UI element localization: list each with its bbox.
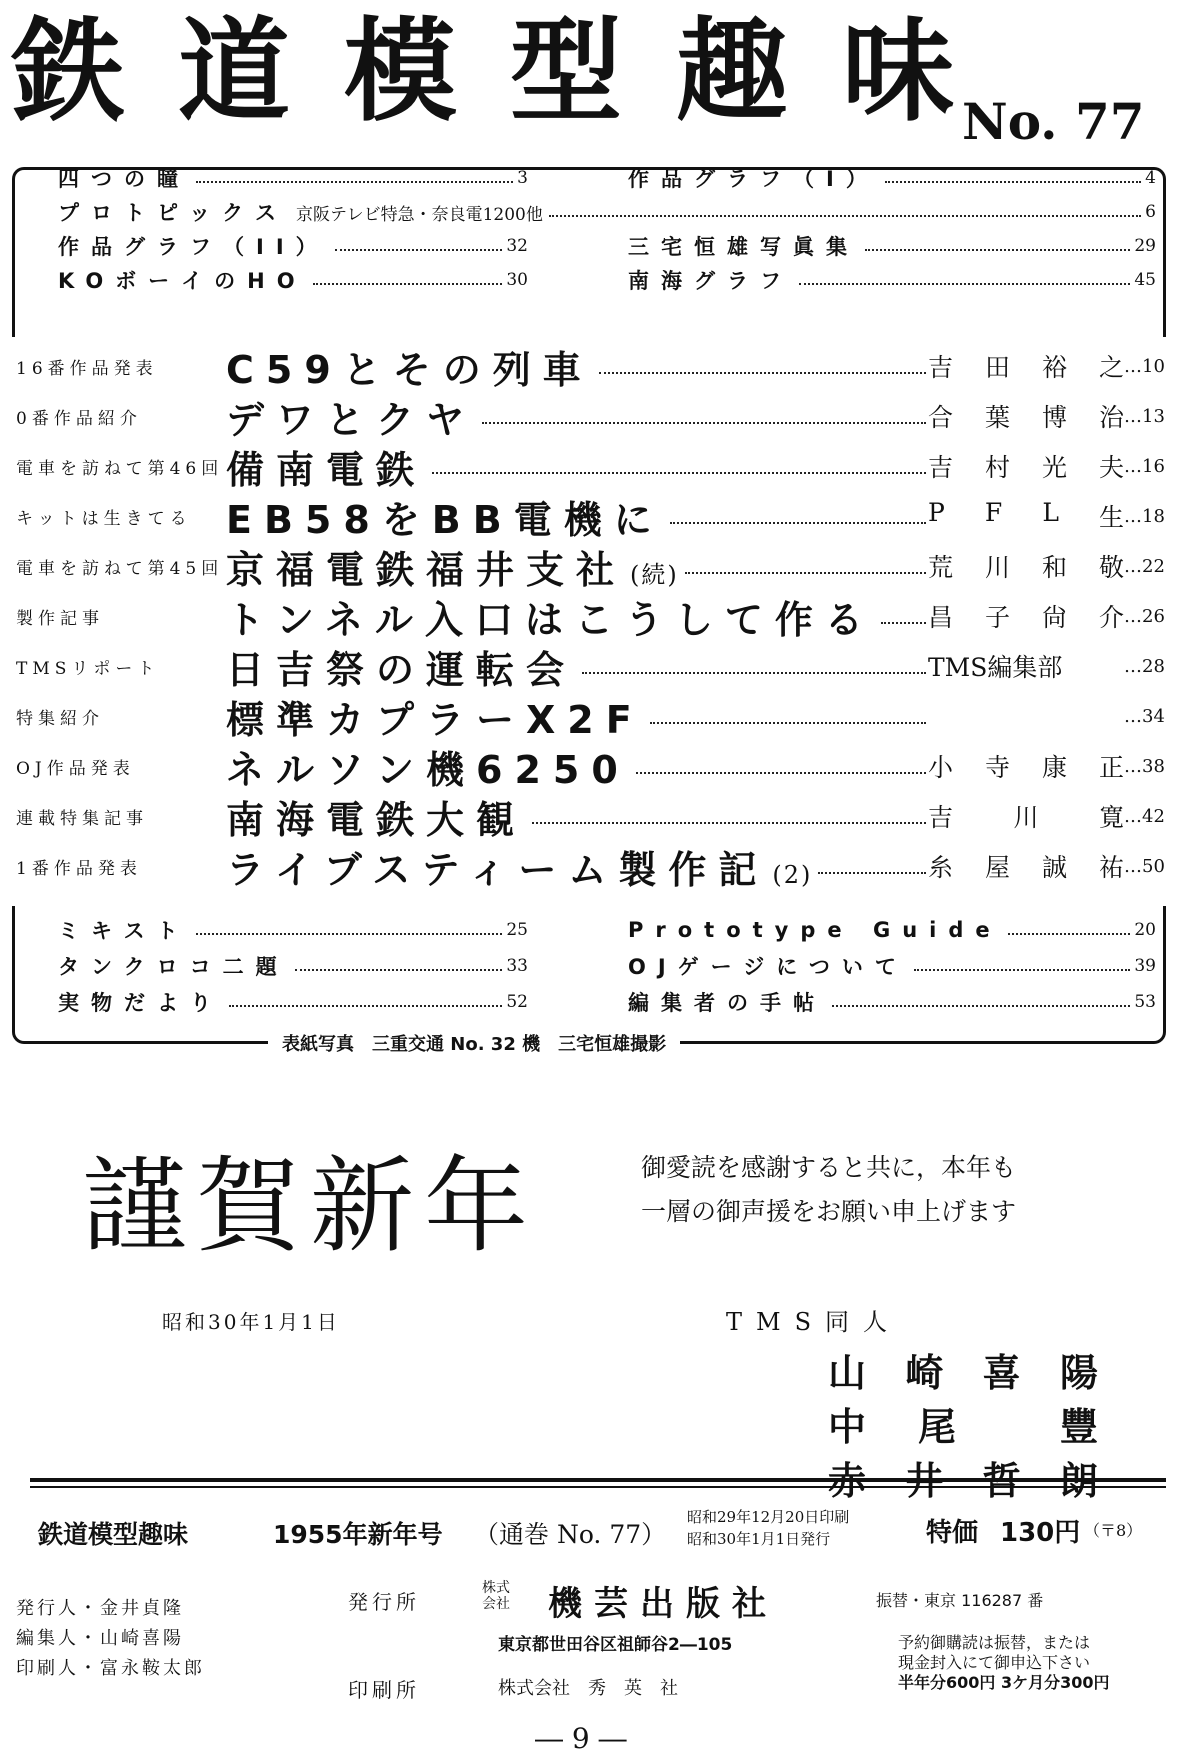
toc-category: 特集紹介: [16, 708, 104, 729]
toc-page: …26: [1124, 605, 1165, 627]
toc-entry: [16, 592, 1166, 640]
toc-author: [928, 798, 1124, 834]
top-contents-entry-title: プロトピックス: [58, 201, 288, 225]
bottom-contents-entry: [628, 912, 1156, 948]
toc-title: 南海電鉄大観: [226, 797, 527, 842]
toc-page: …38: [1124, 755, 1165, 777]
member-name-char: 山: [828, 1351, 867, 1395]
dot-leader: [670, 522, 926, 524]
cover-photo-credit: 表紙写真 三重交通 No. 32 機 三宅恒雄撮影: [268, 1030, 680, 1056]
toc-author: [928, 598, 1124, 634]
bottom-contents-entry-page: 25: [506, 920, 528, 940]
toc-entry: [16, 492, 1166, 540]
dot-leader: [532, 822, 926, 824]
top-contents-entry-page: 32: [506, 236, 528, 256]
greeting-message-line: 御愛読を感謝すると共に，本年も: [641, 1153, 1017, 1182]
dot-leader: [636, 772, 926, 774]
top-contents-entry-page: 3: [517, 168, 528, 188]
toc-entry: [16, 692, 1166, 740]
toc-category: 1番作品発表: [16, 858, 142, 879]
toc-author: [928, 648, 1124, 684]
colophon-magazine: 鉄道模型趣味: [38, 1520, 189, 1549]
bottom-contents-entry: [58, 948, 528, 984]
toc-author: [928, 498, 1124, 534]
toc-category: 連載特集記事: [16, 808, 148, 829]
toc-title: デワとクヤ: [226, 397, 477, 442]
dot-leader: [818, 872, 926, 874]
dot-leader: [295, 969, 503, 971]
toc-category: 0番作品紹介: [16, 408, 142, 429]
toc-author: [928, 848, 1124, 884]
toc-author: [928, 398, 1124, 434]
toc-title: 標準カプラーX2F: [226, 697, 644, 742]
toc-page: …18: [1124, 505, 1165, 527]
member-name: [828, 1396, 1098, 1451]
bottom-contents-entry-page: 52: [506, 992, 528, 1012]
toc-page: …22: [1124, 555, 1165, 577]
toc-page: …50: [1124, 855, 1165, 877]
top-contents-entry-title: 作品グラフ（II）: [58, 235, 329, 259]
toc-author-char: 尙: [1041, 603, 1067, 632]
toc-page: …10: [1124, 355, 1165, 377]
toc-author-char: 夫: [1098, 453, 1124, 482]
bottom-contents-entry-title: 編集者の手帖: [628, 991, 826, 1015]
member-name-char: 豐: [1059, 1405, 1098, 1449]
toc-entry: [16, 642, 1166, 690]
dot-leader: [685, 572, 926, 574]
member-name-char: 尾: [918, 1405, 957, 1449]
colophon-postage: （〒8）: [1084, 1521, 1143, 1540]
greeting-group: TMS同人: [726, 1308, 902, 1336]
colophon-editor-person: 編集人・山崎喜陽: [16, 1628, 184, 1649]
bottom-contents-entry-title: OJゲージについて: [628, 955, 908, 979]
toc-author-char: 糸: [928, 853, 954, 882]
colophon-company-prefix: 株式会社: [482, 1580, 510, 1612]
dot-leader: [881, 622, 926, 624]
member-name: [828, 1342, 1098, 1397]
dot-leader: [196, 181, 513, 183]
toc-author-char: 昌: [928, 603, 954, 632]
bottom-contents-entry-page: 20: [1134, 920, 1156, 940]
dot-leader: [313, 283, 503, 285]
toc-category: 16番作品発表: [16, 358, 158, 379]
toc-author-char: 祐: [1098, 853, 1124, 882]
colophon-printer-person: 印刷人・富永鞍太郎: [16, 1658, 205, 1679]
toc-author-char: 康: [1041, 753, 1067, 782]
top-contents-entry: [628, 228, 1156, 264]
member-name-char: 喜: [982, 1351, 1021, 1395]
toc-category: 電車を訪ねて第46回: [16, 458, 224, 479]
top-contents-entry: [58, 194, 1156, 230]
toc-author-char: TMS編集部: [928, 653, 1063, 682]
toc-author-char: 治: [1098, 403, 1124, 432]
divider: [30, 1478, 1166, 1482]
top-contents-entry: [58, 160, 528, 196]
member-name-char: 中: [828, 1405, 867, 1449]
colophon-address: 東京都世田谷区祖師谷2―105: [498, 1635, 733, 1655]
bottom-contents-entry-title: タンクロコ二題: [58, 955, 289, 979]
toc-title: トンネル入口はこうして作る: [226, 597, 875, 642]
toc-entry: [16, 792, 1166, 840]
toc-author-char: 之: [1098, 353, 1124, 382]
toc-category: OJ作品発表: [16, 758, 135, 779]
toc-title: C59とその列車: [226, 347, 593, 392]
top-contents-entry-page: 45: [1134, 270, 1156, 290]
bottom-contents-entry-title: 実物だより: [58, 991, 223, 1015]
dot-leader: [549, 215, 1141, 217]
top-contents-entry: [58, 262, 528, 298]
colophon-issued-date: 昭和30年1月1日発行: [687, 1530, 831, 1548]
issue-number: No. 77: [962, 92, 1145, 151]
toc-author: [928, 548, 1124, 584]
toc-author-char: 裕: [1041, 353, 1067, 382]
top-contents-entry: [628, 262, 1156, 298]
toc-page: …34: [1124, 705, 1165, 727]
toc-page: …42: [1124, 805, 1165, 827]
bottom-contents-entry-page: 33: [506, 956, 528, 976]
toc-title: ネルソン機6250: [226, 747, 630, 792]
toc-author-char: 光: [1041, 453, 1067, 482]
toc-title: 京福電鉄福井支社 (続): [226, 547, 679, 592]
toc-author-char: 村: [984, 453, 1010, 482]
dot-leader: [335, 249, 503, 251]
greeting-date: 昭和30年1月1日: [162, 1310, 340, 1334]
colophon-subscription-note: 予約御購読は振替，または: [898, 1633, 1091, 1652]
toc-author-char: 正: [1098, 753, 1124, 782]
top-contents-entry-page: 30: [506, 270, 528, 290]
toc-author-char: 博: [1041, 403, 1067, 432]
dot-leader: [482, 422, 926, 424]
bottom-contents-entry: [628, 948, 1156, 984]
top-contents-entry-page: 4: [1145, 168, 1156, 188]
toc-author-char: 屋: [984, 853, 1010, 882]
toc-title-suffix: (続): [630, 560, 679, 589]
divider: [30, 1486, 1166, 1488]
toc-entry: [16, 742, 1166, 790]
toc-title: ライブスティーム製作記 (2): [226, 847, 813, 892]
colophon-print-shop-name: 株式会社 秀 英 社: [498, 1678, 678, 1699]
toc-author-char: 和: [1041, 553, 1067, 582]
toc-author-char: 吉: [928, 353, 954, 382]
toc-title-suffix: (2): [772, 860, 813, 889]
dot-leader: [582, 672, 926, 674]
toc-author-char: 荒: [928, 553, 954, 582]
toc-author-char: 葉: [984, 403, 1010, 432]
dot-leader: [432, 472, 926, 474]
colophon-price-label: 特価: [926, 1518, 979, 1548]
toc-author-char: L: [1042, 498, 1059, 527]
toc-author-char: 生: [1098, 503, 1124, 532]
top-contents-entry-page: 6: [1145, 202, 1156, 222]
dot-leader: [229, 1005, 502, 1007]
toc-page: …13: [1124, 405, 1165, 427]
colophon-printed-date: 昭和29年12月20日印刷: [687, 1508, 850, 1526]
toc-author-char: 川: [984, 553, 1010, 582]
toc-author-char: 寛: [1098, 803, 1124, 832]
greeting-message-line: 一層の御声援をお願い申上げます: [641, 1197, 1017, 1226]
dot-leader: [196, 933, 503, 935]
top-contents-entry-page: 29: [1134, 236, 1156, 256]
toc-author-char: 田: [984, 353, 1010, 382]
colophon-edition: 1955年新年号: [273, 1520, 443, 1549]
colophon-publisher-label: 発行所: [348, 1590, 420, 1614]
top-contents-entry-title: 四つの瞳: [58, 167, 190, 191]
toc-category: 電車を訪ねて第45回: [16, 558, 224, 579]
toc-author-char: F: [984, 498, 1003, 527]
dot-leader: [599, 372, 926, 374]
toc-category: 製作記事: [16, 608, 104, 629]
toc-author: [928, 348, 1124, 384]
bottom-contents-entry: [58, 912, 528, 948]
page-number: ― 9 ―: [535, 1722, 627, 1755]
toc-author-char: 小: [928, 753, 954, 782]
toc-author-char: 川: [1013, 803, 1039, 832]
toc-category: キットは生きてる: [16, 508, 192, 529]
dot-leader: [885, 181, 1141, 183]
toc-author: [928, 448, 1124, 484]
colophon-publisher-name: 機芸出版社: [548, 1584, 778, 1624]
toc-author-char: 吉: [928, 803, 954, 832]
toc-title: 日吉祭の運転会: [226, 647, 577, 692]
bottom-contents-entry-title: ミキスト: [58, 919, 190, 943]
toc-author: [928, 748, 1124, 784]
top-contents-entry-title: KOボーイのHO: [58, 269, 307, 293]
top-contents-entry-title: 三宅恒雄写眞集: [628, 235, 859, 259]
toc-entry: [16, 392, 1166, 440]
dot-leader: [799, 283, 1130, 285]
toc-page: …16: [1124, 455, 1165, 477]
colophon-price: 130円: [1000, 1518, 1081, 1548]
toc-entry: [16, 342, 1166, 390]
dot-leader: [914, 969, 1131, 971]
toc-category: TMSリポート: [16, 658, 160, 679]
bottom-contents-entry-title: Prototype Guide: [628, 918, 1002, 942]
member-name-char: 崎: [905, 1351, 944, 1395]
top-contents-entry-subtitle: 京阪テレビ特急・奈良電1200他: [295, 204, 543, 225]
toc-entry: [16, 442, 1166, 490]
dot-leader: [832, 1005, 1130, 1007]
toc-author-char: P: [928, 498, 945, 527]
top-contents-entry: [628, 160, 1156, 196]
top-contents-entry-title: 作品グラフ（I）: [628, 167, 879, 191]
top-contents-entry: [58, 228, 528, 264]
toc-entry: [16, 542, 1166, 590]
toc-title: 備南電鉄: [226, 447, 427, 492]
toc-entry: [16, 842, 1166, 890]
top-contents-entry-title: 南海グラフ: [628, 269, 793, 293]
bottom-contents-entry-page: 53: [1134, 992, 1156, 1012]
magazine-title: 鉄道模型趣味: [12, 7, 1008, 137]
colophon-volume: （通巻 No. 77）: [474, 1520, 667, 1549]
colophon-transfer-account: 振替・東京 116287 番: [876, 1591, 1044, 1610]
bottom-contents-entry-page: 39: [1134, 956, 1156, 976]
toc-author-char: 誠: [1041, 853, 1067, 882]
new-year-greeting: 謹賀新年: [82, 1145, 539, 1267]
member-name-char: 陽: [1059, 1351, 1098, 1395]
colophon-subscription-note: 現金封入にて御申込下さい: [898, 1653, 1091, 1672]
toc-page: …28: [1124, 655, 1165, 677]
bottom-contents-entry: [628, 984, 1156, 1020]
toc-author-char: 敬: [1098, 553, 1124, 582]
toc-author-char: 介: [1098, 603, 1124, 632]
toc-author-char: 吉: [928, 453, 954, 482]
toc-author-char: 子: [984, 603, 1010, 632]
colophon-print-shop-label: 印刷所: [348, 1678, 420, 1702]
colophon-subscription-price: 半年分600円 3ケ月分300円: [898, 1673, 1110, 1692]
toc-author-char: 寺: [984, 753, 1010, 782]
bottom-contents-entry: [58, 984, 528, 1020]
colophon-publisher-person: 発行人・金井貞隆: [16, 1598, 184, 1619]
dot-leader: [1008, 933, 1131, 935]
dot-leader: [865, 249, 1130, 251]
toc-title: EB58をBB電機に: [226, 497, 664, 542]
dot-leader: [650, 722, 926, 724]
toc-author-char: 合: [928, 403, 954, 432]
